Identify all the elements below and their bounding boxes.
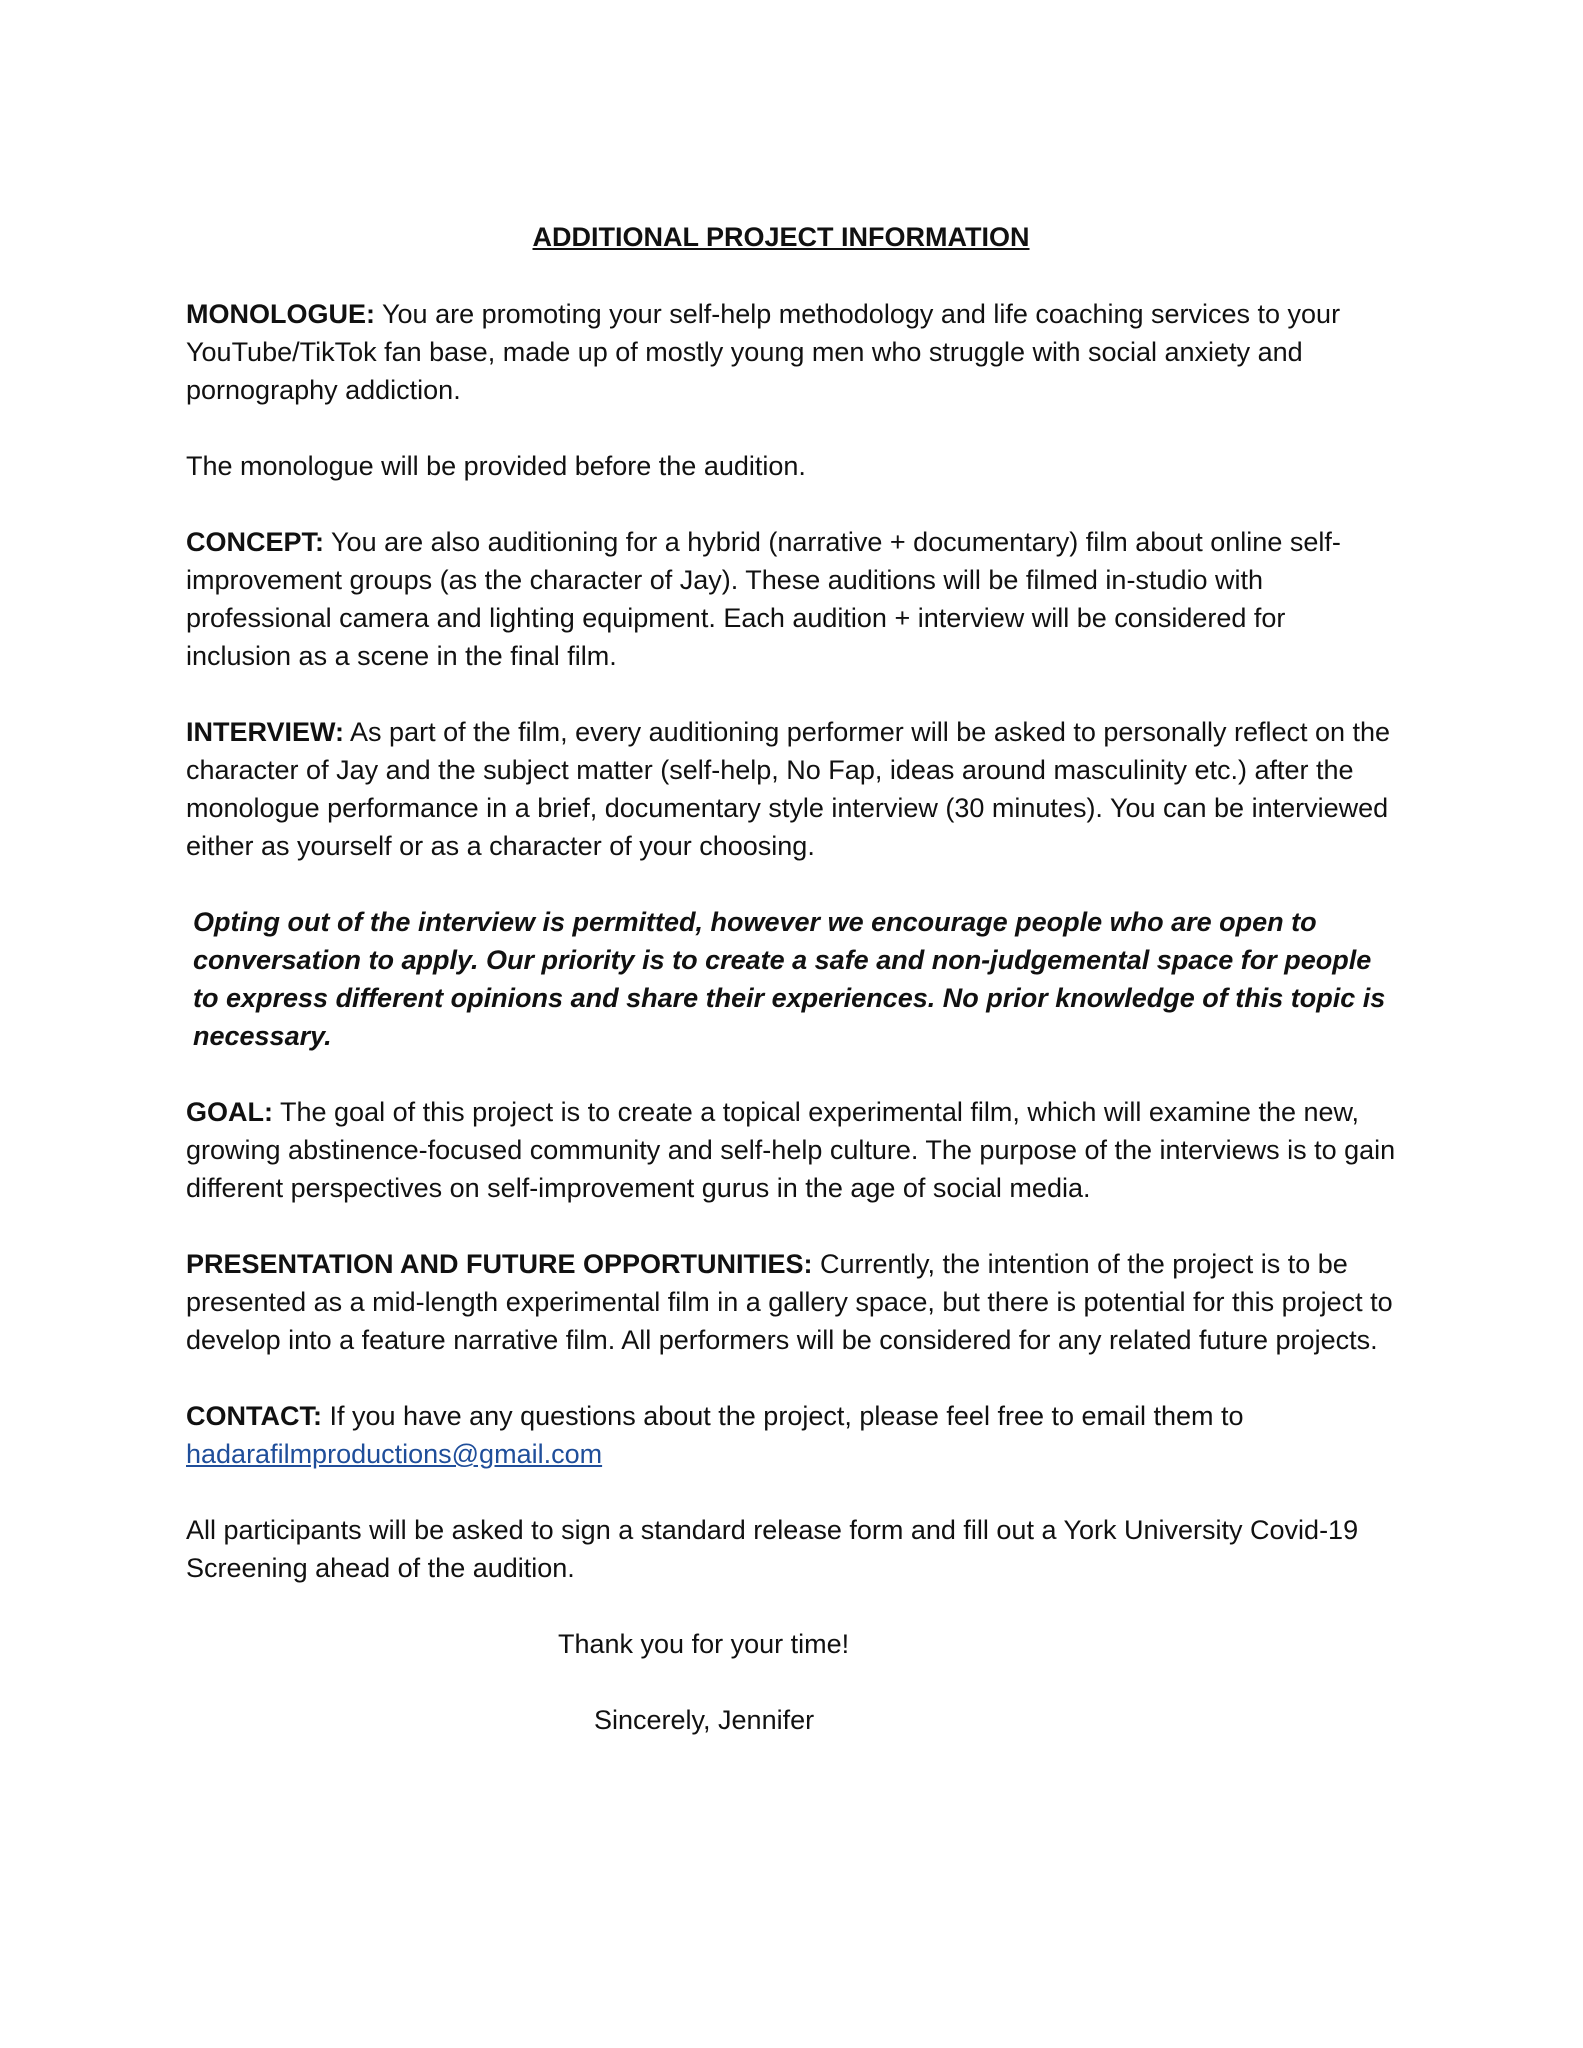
goal-section: [186, 1093, 1396, 1207]
monologue-label: MONOLOGUE:: [186, 299, 375, 329]
release-note: All participants will be asked to sign a standard release form and fill out a York University Covid-19 Screening ahead of the audition.: [186, 1515, 1359, 1583]
closing-thanks: Thank you for your time!: [558, 1629, 850, 1659]
monologue-section: [186, 295, 1396, 409]
opt-out-note: Opting out of the interview is permitted, however we encourage people who are open to conversation to apply. Our priority is to create a safe and non-judgemental space for people to express different opinions and share their experiences. No prior knowledge of this topic is necessary.: [193, 907, 1386, 1051]
goal-text: The goal of this project is to create a topical experimental film, which will examine the new, growing abstinence-focused community and self-help culture. The purpose of the interviews is to gain different perspectives on self-improvement gurus in the age of social media.: [186, 1097, 1396, 1203]
contact-text: If you have any questions about the project, please feel free to email them to: [329, 1401, 1244, 1431]
document-body: [186, 218, 1396, 1777]
closing-signoff: Sincerely, Jennifer: [594, 1705, 815, 1735]
presentation-section: [186, 1245, 1396, 1359]
interview-section: [186, 713, 1396, 865]
concept-label: CONCEPT:: [186, 527, 325, 557]
monologue-text: You are promoting your self-help methodology and life coaching services to your YouTube/TikTok fan base, made up of mostly young men who struggle with social anxiety and pornography addiction.: [186, 299, 1341, 405]
contact-section: [186, 1397, 1396, 1473]
monologue-note: The monologue will be provided before the audition.: [186, 451, 806, 481]
contact-label: CONTACT:: [186, 1401, 322, 1431]
page-title: ADDITIONAL PROJECT INFORMATION: [532, 222, 1030, 252]
presentation-text: Currently, the intention of the project is to be presented as a mid-length experimental film in a gallery space, but there is potential for this project to develop into a feature narrative film. All performers will be considered for any related future projects.: [186, 1249, 1393, 1355]
interview-label: INTERVIEW:: [186, 717, 345, 747]
goal-label: GOAL:: [186, 1097, 273, 1127]
presentation-label: PRESENTATION AND FUTURE OPPORTUNITIES:: [186, 1249, 813, 1279]
contact-email-link[interactable]: hadarafilmproductions@gmail.com: [186, 1439, 603, 1469]
concept-section: [186, 523, 1396, 675]
concept-text: You are also auditioning for a hybrid (narrative + documentary) film about online self-improvement groups (as the character of Jay). These auditions will be filmed in-studio with professional camera and lighting equipment. Each audition + interview will be considered for inclusion as a scene in the final film.: [186, 527, 1341, 671]
interview-text: As part of the film, every auditioning performer will be asked to personally reflect on the character of Jay and the subject matter (self-help, No Fap, ideas around masculinity etc.) after the monologue performance in a brief, documentary style interview (30 minutes). You can be interviewed either as yourself or as a character of your choosing.: [186, 717, 1391, 861]
